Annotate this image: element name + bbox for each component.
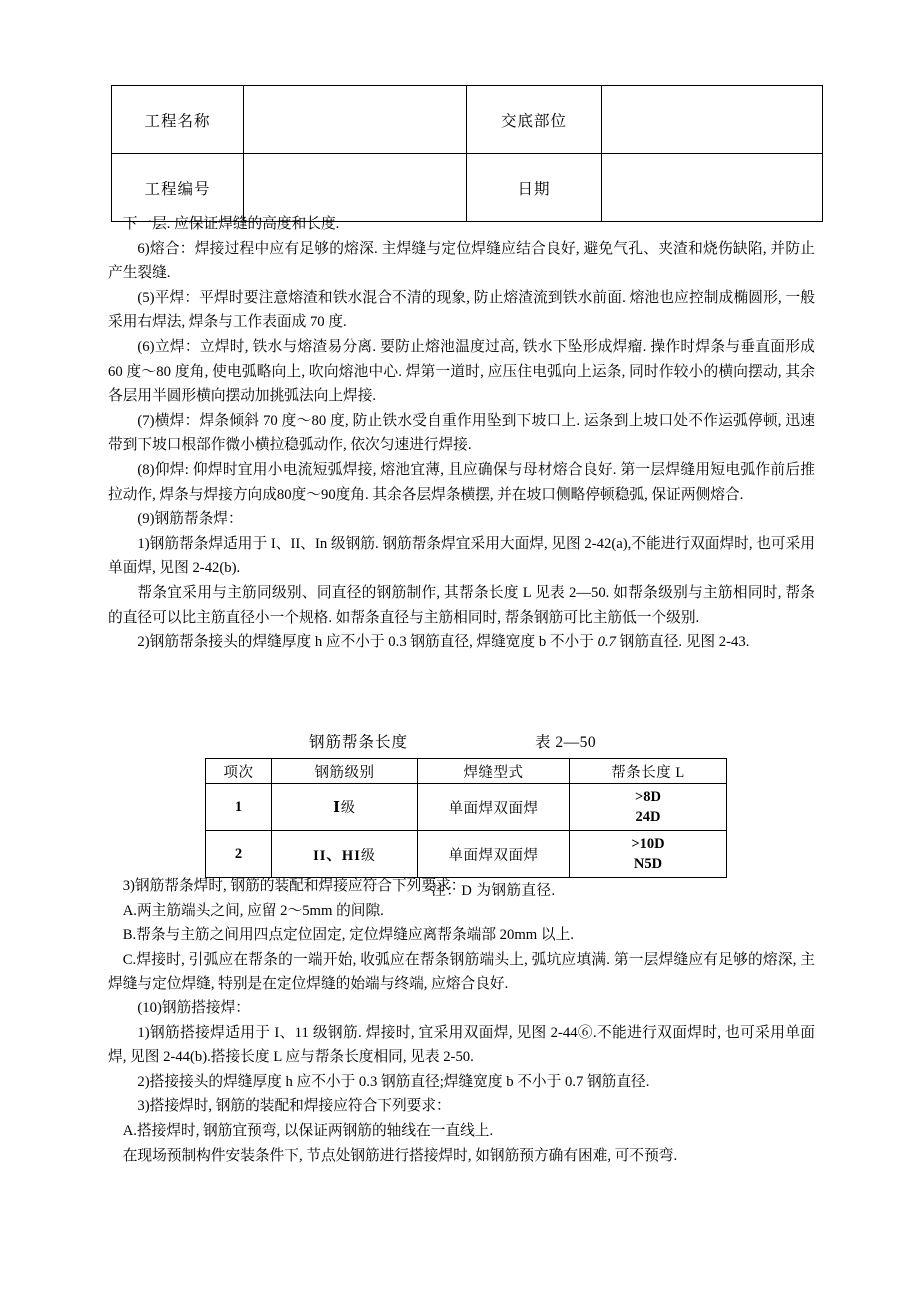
text-post: 钢筋直径. 见图 2-43.: [615, 634, 750, 651]
table-caption: [205, 730, 722, 758]
grade-value: Ⅰ: [333, 800, 341, 816]
column-header-weld-type: 焊缝型式: [418, 759, 570, 784]
project-name-value[interactable]: [244, 86, 467, 154]
cell-weld-type: 单面焊双面焊: [418, 784, 570, 831]
paragraph-splice-weld-thickness: [108, 630, 815, 655]
body-text-block-welding-methods: [108, 212, 815, 655]
grade-suffix: 级: [360, 848, 376, 864]
body-text-block-lap-welding: [108, 996, 815, 1168]
cell-item-no: 1: [206, 784, 272, 831]
length-single-side: >10D: [631, 836, 665, 852]
paragraph-lap-assembly-title: 3)搭接焊时, 钢筋的装配和焊接应符合下列要求：: [137, 1098, 451, 1115]
length-single-side: >8D: [635, 789, 661, 805]
paragraph-lap-note: 在现场预制构件安装条件下, 节点处钢筋进行搭接焊时, 如钢筋预方确有困难, 可不预弯.: [122, 1147, 678, 1164]
length-double-side: 24D: [635, 809, 661, 825]
length-double-side: N5D: [633, 856, 663, 872]
cell-weld-type: 单面焊双面焊: [418, 831, 570, 878]
text-italic-value: 0.7: [597, 634, 616, 651]
paragraph-flat-welding: (5)平焊：平焊时要注意熔渣和铁水混合不清的现象, 防止熔渣流到铁水前面. 熔池也应控制成椭圆形, 一般采用右焊法, 焊条与工作表面成 70 度.: [108, 289, 815, 331]
paragraph-lap-applicability: 1)钢筋搭接焊适用于 I、11 级钢筋. 焊接时, 宜采用双面焊, 见图 2-44⑥.不能进行双面焊时, 也可采用单面焊, 见图 2-44(b).搭接长度 L 应与帮条长度相同, 见表 2-50.: [108, 1024, 815, 1066]
paragraph-horizontal-welding: (7)横焊：焊条倾斜 70 度～80 度, 防止铁水受自重作用坠到下坡口上. 运条到上坡口处不作运弧停顿, 迅速带到下坡口根部作微小横拉稳弧动作, 依次匀速进行焊接.: [108, 412, 815, 454]
paragraph-assembly-requirements-title: 3)钢筋帮条焊时, 钢筋的装配和焊接应符合下列要求：: [122, 878, 466, 894]
column-header-item-no: 项次: [206, 759, 272, 784]
disclosure-part-label: 交底部位: [467, 86, 602, 154]
project-info-table: [111, 85, 823, 222]
paragraph-splice-applicability: 1)钢筋帮条焊适用于 I、II、In 级钢筋. 钢筋帮条焊宜采用大面焊, 见图 2-42(a),不能进行双面焊时, 也可采用单面焊, 见图 2-42(b).: [108, 535, 815, 577]
paragraph-requirement-c: C.焊接时, 引弧应在帮条的一端开始, 收弧应在帮条钢筋端头上, 弧坑应填满. 第一层焊缝应有足够的熔深, 主焊缝与定位焊缝, 特别是在定位焊缝的始端与终端, 应熔合良好.: [108, 951, 815, 993]
table-row: [206, 831, 727, 878]
cell-item-no: 2: [206, 831, 272, 878]
paragraph-requirement-b: B.帮条与主筋之间用四点定位固定, 定位焊缝应离帮条端部 20mm 以上.: [122, 927, 574, 944]
rebar-splice-length-table: [205, 758, 727, 878]
paragraph-rebar-splice-welding-title: (9)钢筋帮条焊：: [137, 511, 243, 528]
paragraph-continuation: 下一层. 应保证焊缝的高度和长度.: [122, 216, 340, 232]
paragraph-lap-weld-thickness: 2)搭接接头的焊缝厚度 h 应不小于 0.3 钢筋直径;焊缝宽度 b 不小于 0.7 钢筋直径.: [137, 1073, 650, 1090]
cell-splice-length: [570, 831, 727, 878]
cell-rebar-grade: [272, 784, 418, 831]
paragraph-lap-welding-title: (10)钢筋搭接焊：: [137, 1000, 250, 1016]
paragraph-lap-requirement-a: A.搭接焊时, 钢筋宜预弯, 以保证两钢筋的轴线在一直线上.: [122, 1122, 494, 1139]
table-header-row: [206, 759, 727, 784]
paragraph-overhead-welding: (8)仰焊: 仰焊时宜用小电流短弧焊接, 熔池宜薄, 且应确保与母材熔合良好. 第一层焊缝用短电弧作前后推拉动作, 焊条与焊接方向成80度～90度角. 其余各层焊条横摆, 并在坡口侧略停顿稳弧, 保证两侧熔合.: [108, 461, 815, 503]
paragraph-fusion: 6)熔合：焊接过程中应有足够的熔深. 主焊缝与定位焊缝应结合良好, 避免气孔、夹渣和烧伤缺陷, 并防止产生裂缝.: [108, 240, 815, 282]
body-text-block-splice-requirements: [108, 874, 815, 997]
project-name-label: 工程名称: [112, 86, 244, 154]
date-label: 日期: [467, 154, 602, 222]
paragraph-vertical-welding: (6)立焊：立焊时, 铁水与熔渣易分离. 要防止熔池温度过高, 铁水下坠形成焊瘤. 操作时焊条与垂直面形成 60 度～80 度角, 使电弧略向上, 吹向熔池中心. 焊第一道时, 应压住电弧向上运条, 同时作较小的横向摆动, 其余各层用半圆形横向摆动加挑弧法向上焊接.: [108, 338, 815, 405]
disclosure-part-value[interactable]: [602, 86, 823, 154]
cell-splice-length: [570, 784, 727, 831]
table-title: 钢筋帮条长度: [309, 734, 409, 751]
column-header-splice-length: 帮条长度 L: [570, 759, 727, 784]
text-pre: 2)钢筋帮条接头的焊缝厚度 h 应不小于 0.3 钢筋直径, 焊缝宽度 b 不小于: [137, 634, 598, 651]
grade-value: II、HI: [313, 847, 361, 864]
column-header-rebar-grade: 钢筋级别: [272, 759, 418, 784]
cell-rebar-grade: [272, 831, 418, 878]
paragraph-requirement-a: A.两主筋端头之间, 应留 2～5mm 的间隙.: [122, 902, 384, 919]
table-row: [112, 86, 823, 154]
table-number: 表 2—50: [535, 734, 597, 751]
paragraph-splice-material: 帮条宜采用与主筋同级别、同直径的钢筋制作, 其帮条长度 L 见表 2—50. 如帮条级别与主筋相同时, 帮条的直径可以比主筋直径小一个规格. 如帮条直径与主筋相同时, 帮条钢筋可比主筋低一个级别.: [108, 584, 815, 626]
project-number-label: 工程编号: [112, 154, 244, 222]
grade-suffix: 级: [340, 801, 356, 816]
table-row: [206, 784, 727, 831]
table-note: 注：D 为钢筋直径.: [431, 883, 556, 899]
